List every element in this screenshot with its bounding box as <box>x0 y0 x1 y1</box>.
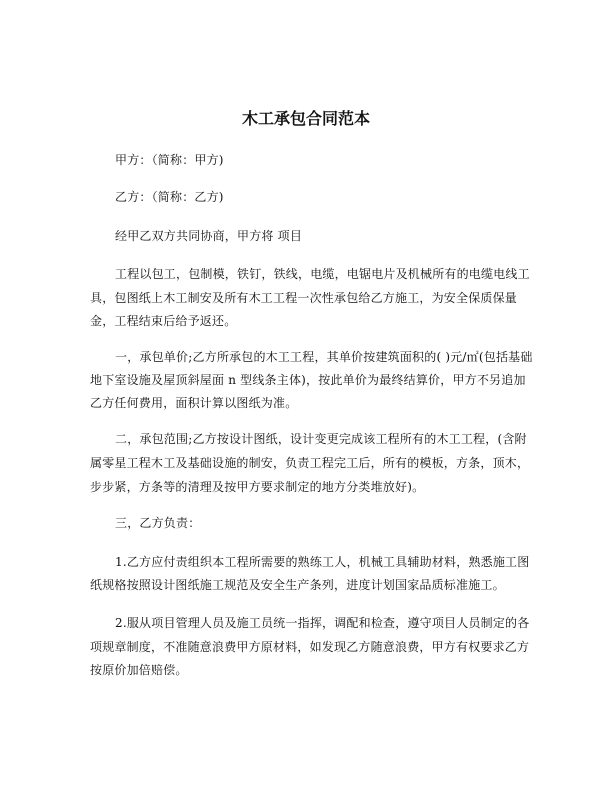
paragraph-line: 金，工程结束后给予返还。 <box>90 314 237 328</box>
party-a-line: 甲方：（简称：甲方) <box>115 153 224 167</box>
intro-line: 经甲乙双方共同协商，甲方将 项目 <box>115 229 303 243</box>
paragraph-line: 具，包图纸上木工制安及所有木工工程一次性承包给乙方施工，为安全保质保量 <box>90 291 518 305</box>
paragraph-line: 按原价加倍赔偿。 <box>90 663 188 677</box>
paragraph-line: 项规章制度，不准随意浪费甲方原材料，如发现乙方随意浪费，甲方有权要求乙方 <box>90 640 530 654</box>
party-b-line: 乙方：（简称：乙方) <box>115 190 224 204</box>
paragraph-line: 属零星工程木工及基础设施的制安，负责工程完工后，所有的模板，方条，顶木， <box>90 456 530 470</box>
paragraph-line: 2.服从项目管理人员及施工员统一指挥，调配和检查，遵守项目人员制定的各 <box>115 616 530 630</box>
paragraph-line: 纸规格按照设计图纸施工规范及安全生产条列，进度计划国家品质标准施工。 <box>90 578 505 592</box>
paragraph-line: 乙方任何费用，面积计算以图纸为准。 <box>90 396 298 410</box>
paragraph-line: 步步紧，方条等的清理及按甲方要求制定的地方分类堆放好)。 <box>90 480 425 494</box>
paragraph-line: 工程以包工，包制模，铁钉，铁线，电缆，电锯电片及机械所有的电缆电线工 <box>115 267 530 281</box>
section-heading: 三，乙方负责： <box>115 516 201 530</box>
paragraph-line: 1.乙方应付责组织本工程所需要的熟练工人，机械工具辅助材料，熟悉施工图 <box>115 555 530 569</box>
paragraph-line: 二，承包范围;乙方按设计图纸，设计变更完成该工程所有的木工工程，(含附 <box>115 432 527 446</box>
document-title: 木工承包合同范本 <box>241 109 370 128</box>
paragraph-line: 地下室设施及屋顶斜屋面 n 型线条主体)，按此单价为最终结算价，甲方不另追加 <box>90 373 526 387</box>
paragraph-line: 一，承包单价;乙方所承包的木工工程，其单价按建筑面积的( )元/㎡(包括基础 <box>115 350 533 364</box>
